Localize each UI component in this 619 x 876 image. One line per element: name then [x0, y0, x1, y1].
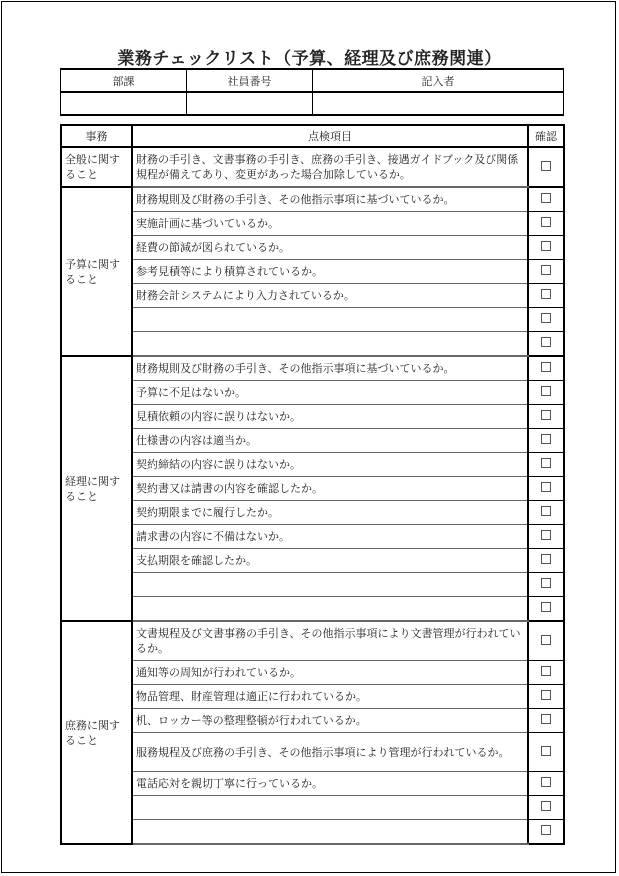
check-cell[interactable]: [528, 236, 564, 260]
employee-no-label: 社員番号: [187, 69, 313, 92]
checkbox-icon[interactable]: [541, 241, 551, 251]
table-row: [61, 236, 564, 260]
checkbox-icon[interactable]: [541, 362, 551, 372]
table-row: [61, 356, 564, 381]
check-cell[interactable]: [528, 733, 564, 772]
checkbox-icon[interactable]: [541, 530, 551, 540]
table-row: [61, 260, 564, 284]
check-cell[interactable]: [528, 332, 564, 357]
check-item-text: 財務規則及び財務の手引き、その他指示事項に基づいているか。: [132, 187, 528, 212]
check-cell[interactable]: [528, 796, 564, 820]
checkbox-icon[interactable]: [541, 337, 551, 347]
check-cell[interactable]: [528, 212, 564, 236]
checkbox-icon[interactable]: [541, 777, 551, 787]
checkbox-icon[interactable]: [541, 635, 551, 645]
checkbox-icon[interactable]: [541, 289, 551, 299]
table-row: [61, 709, 564, 733]
checkbox-icon[interactable]: [541, 602, 551, 612]
check-cell[interactable]: [528, 709, 564, 733]
check-item-text: 契約締結の内容に誤りはないか。: [132, 453, 528, 477]
table-row: [61, 147, 564, 187]
check-cell[interactable]: [528, 308, 564, 332]
check-cell[interactable]: [528, 685, 564, 709]
check-cell[interactable]: [528, 187, 564, 212]
checkbox-icon[interactable]: [541, 554, 551, 564]
check-cell[interactable]: [528, 284, 564, 308]
table-row: [61, 284, 564, 308]
check-item-text: 机、ロッカー等の整理整頓が行われているか。: [132, 709, 528, 733]
category-cell: 全般に関すること: [61, 147, 132, 187]
check-item-text: [132, 332, 528, 357]
checkbox-icon[interactable]: [541, 193, 551, 203]
checkbox-icon[interactable]: [541, 801, 551, 811]
table-row: [61, 549, 564, 573]
check-cell[interactable]: [528, 501, 564, 525]
checkbox-icon[interactable]: [541, 161, 551, 171]
check-item-text: 契約書又は請書の内容を確認したか。: [132, 477, 528, 501]
checkbox-icon[interactable]: [541, 410, 551, 420]
check-item-text: 見積依頼の内容に誤りはないか。: [132, 405, 528, 429]
table-row: [61, 772, 564, 796]
check-item-text: [132, 796, 528, 820]
check-item-text: 請求書の内容に不備はないか。: [132, 525, 528, 549]
col-header-check: 確認: [528, 125, 564, 147]
dept-field[interactable]: [61, 92, 187, 115]
table-row: [61, 573, 564, 597]
check-cell[interactable]: [528, 573, 564, 597]
check-item-text: 物品管理、財産管理は適正に行われているか。: [132, 685, 528, 709]
check-item-text: 経費の節減が図られているか。: [132, 236, 528, 260]
check-item-text: [132, 573, 528, 597]
check-item-text: 通知等の周知が行われているか。: [132, 661, 528, 685]
table-row: [61, 820, 564, 845]
checkbox-icon[interactable]: [541, 265, 551, 275]
check-cell[interactable]: [528, 820, 564, 845]
table-row: [61, 332, 564, 357]
check-item-text: 財務会計システムにより入力されているか。: [132, 284, 528, 308]
table-row: [61, 597, 564, 622]
check-cell[interactable]: [528, 661, 564, 685]
page-title: 業務チェックリスト（予算、経理及び庶務関連）: [117, 49, 502, 69]
check-cell[interactable]: [528, 147, 564, 187]
check-cell[interactable]: [528, 597, 564, 622]
check-item-text: 実施計画に基づいているか。: [132, 212, 528, 236]
checkbox-icon[interactable]: [541, 666, 551, 676]
check-item-text: 仕様書の内容は適当か。: [132, 429, 528, 453]
check-cell[interactable]: [528, 405, 564, 429]
table-row: [61, 381, 564, 405]
check-item-text: [132, 308, 528, 332]
check-item-text: 服務規程及び庶務の手引き、その他指示事項により管理が行われているか。: [132, 733, 528, 772]
checkbox-icon[interactable]: [541, 690, 551, 700]
check-item-text: [132, 597, 528, 622]
table-row: [61, 405, 564, 429]
checkbox-icon[interactable]: [541, 578, 551, 588]
check-cell[interactable]: [528, 772, 564, 796]
check-item-text: 支払期限を確認したか。: [132, 549, 528, 573]
table-row: [61, 733, 564, 772]
dept-label: 部課: [61, 69, 187, 92]
checkbox-icon[interactable]: [541, 746, 551, 756]
check-cell[interactable]: [528, 356, 564, 381]
checkbox-icon[interactable]: [541, 506, 551, 516]
check-cell[interactable]: [528, 429, 564, 453]
category-cell: 予算に関すること: [61, 187, 132, 356]
check-cell[interactable]: [528, 549, 564, 573]
check-item-text: 参考見積等により積算されているか。: [132, 260, 528, 284]
header-table: [60, 68, 564, 116]
checkbox-icon[interactable]: [541, 313, 551, 323]
check-item-text: 財務規則及び財務の手引き、その他指示事項に基づいているか。: [132, 356, 528, 381]
col-header-item: 点検項目: [132, 125, 528, 147]
table-row: [61, 212, 564, 236]
check-item-text: [132, 820, 528, 845]
table-row: [61, 453, 564, 477]
table-row: [61, 308, 564, 332]
table-row: [61, 525, 564, 549]
category-cell: 庶務に関すること: [61, 621, 132, 844]
check-cell[interactable]: [528, 453, 564, 477]
checkbox-icon[interactable]: [541, 217, 551, 227]
checkbox-icon[interactable]: [541, 482, 551, 492]
writer-field[interactable]: [313, 92, 564, 115]
check-item-text: 文書規程及び文書事務の手引き、その他指示事項により文書管理が行われているか。: [132, 621, 528, 661]
table-row: [61, 621, 564, 661]
checkbox-icon[interactable]: [541, 386, 551, 396]
check-cell[interactable]: [528, 477, 564, 501]
writer-label: 記入者: [313, 69, 564, 92]
checklist-table: [60, 124, 565, 845]
table-row: [61, 429, 564, 453]
table-row: [61, 661, 564, 685]
employee-no-field[interactable]: [187, 92, 313, 115]
table-row: [61, 796, 564, 820]
check-cell[interactable]: [528, 525, 564, 549]
checkbox-icon[interactable]: [541, 714, 551, 724]
check-item-text: 契約期限までに履行したか。: [132, 501, 528, 525]
table-row: [61, 477, 564, 501]
table-row: [61, 187, 564, 212]
check-cell[interactable]: [528, 260, 564, 284]
check-item-text: 財務の手引き、文書事務の手引き、庶務の手引き、接遇ガイドブック及び関係規程が備えてあり、変更があった場合加除しているか。: [132, 147, 528, 187]
col-header-category: 事務: [61, 125, 132, 147]
check-item-text: 予算に不足はないか。: [132, 381, 528, 405]
checkbox-icon[interactable]: [541, 825, 551, 835]
table-row: [61, 685, 564, 709]
category-cell: 経理に関すること: [61, 356, 132, 621]
checkbox-icon[interactable]: [541, 434, 551, 444]
check-item-text: 電話応対を親切丁寧に行っているか。: [132, 772, 528, 796]
table-row: [61, 501, 564, 525]
checkbox-icon[interactable]: [541, 458, 551, 468]
check-cell[interactable]: [528, 621, 564, 661]
check-cell[interactable]: [528, 381, 564, 405]
